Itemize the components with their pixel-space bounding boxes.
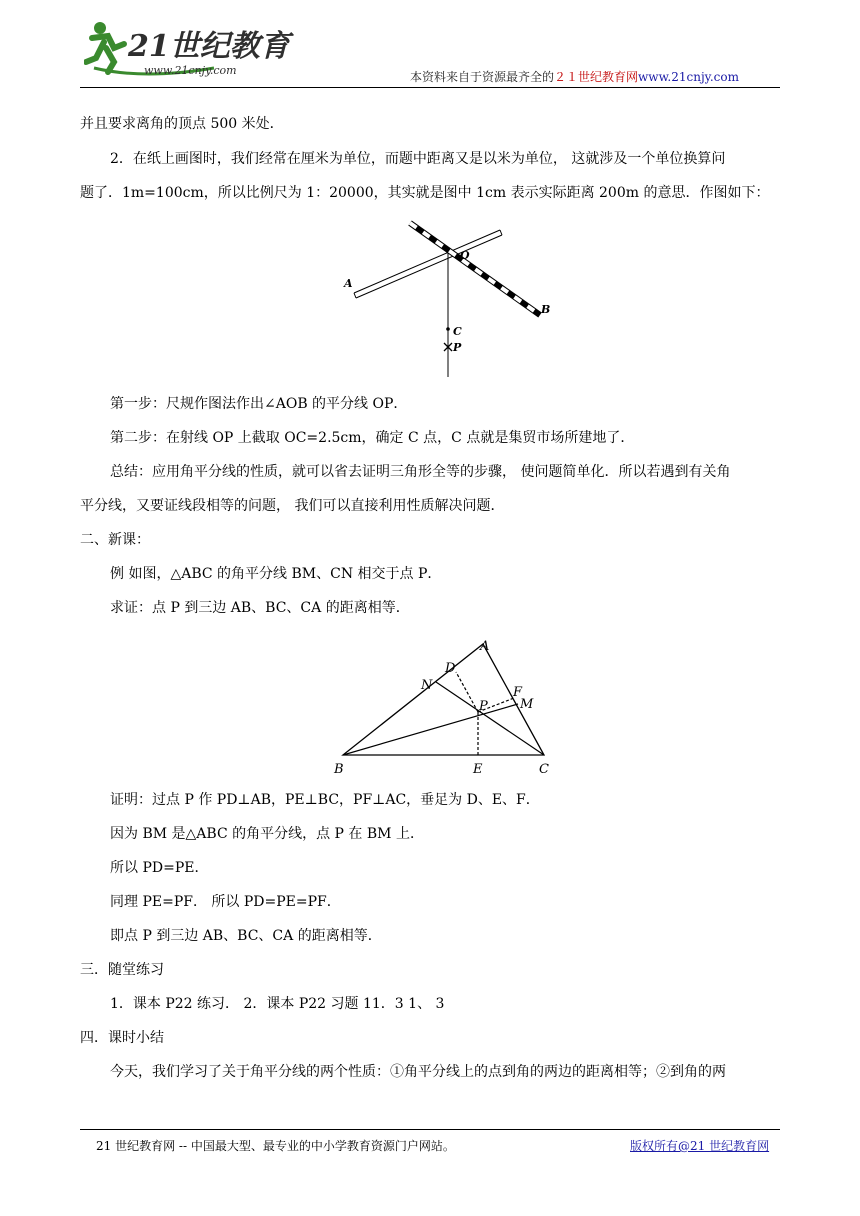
footer-text: 21 世纪教育网 -- 中国最大型、最专业的中小学教育资源门户网站。: [96, 1139, 455, 1153]
footer-rule: [80, 1129, 780, 1130]
text-line: 第二步：在射线 OP 上截取 OC=2.5cm，确定 C 点，C 点就是集贸市场所建地了．: [110, 430, 635, 446]
label-b: B: [334, 762, 344, 777]
page-header: [0, 0, 860, 92]
text-line: 题了．1m=100cm，所以比例尺为 1：20000，其实就是图中 1cm 表示实际距离 200m 的意思．作图如下：: [80, 185, 770, 201]
text-line: 同理 PE=PF． 所以 PD=PE=PF．: [110, 894, 341, 910]
copyright-link[interactable]: 版权所有@21 世纪教育网: [630, 1139, 770, 1153]
label-f: F: [513, 685, 523, 700]
text-line: 求证：点 P 到三边 AB、BC、CA 的距离相等．: [110, 600, 410, 616]
site-logo: [84, 18, 294, 80]
label-a: A: [480, 639, 490, 654]
point-c: [446, 327, 450, 331]
text-line: 2．在纸上画图时，我们经常在厘米为单位，而题中距离又是以米为单位， 这就涉及一个单位换算问: [110, 151, 726, 167]
header-url[interactable]: www.21cnjy.com: [638, 70, 739, 84]
angle-bisector-figure: [330, 215, 560, 385]
label-b: B: [541, 303, 551, 316]
perp-pd: [456, 672, 478, 712]
label-n: N: [421, 678, 433, 693]
label-o: O: [460, 249, 470, 262]
label-p: P: [453, 341, 462, 354]
label-a: A: [344, 277, 353, 290]
triangle-figure: [330, 632, 570, 782]
section-heading: 二、新课：: [80, 532, 150, 548]
label-c: C: [539, 762, 549, 777]
text-line: 第一步：尺规作图法作出∠AOB 的平分线 OP．: [110, 396, 408, 412]
text-line: 证明：过点 P 作 PD⊥AB，PE⊥BC，PF⊥AC，垂足为 D、E、F．: [110, 792, 540, 808]
bisector-bm: [343, 704, 518, 755]
header-rule: [80, 87, 780, 88]
text-line: 所以 PD=PE．: [110, 860, 209, 876]
bisector-cn: [436, 682, 544, 755]
ray-ob: [410, 223, 540, 315]
label-m: M: [520, 697, 534, 712]
text-line: 因为 BM 是△ABC 的角平分线，点 P 在 BM 上．: [110, 826, 424, 842]
text-line: 例 如图，△ABC 的角平分线 BM、CN 相交于点 P．: [110, 566, 442, 582]
header-brand: ２１世纪教育网: [554, 70, 639, 84]
text-line: 1．课本 P22 练习． 2．课本 P22 习题 11．3 1、 3: [110, 996, 445, 1012]
label-p: P: [479, 699, 488, 714]
text-line: 即点 P 到三边 AB、BC、CA 的距离相等．: [110, 928, 382, 944]
section-heading: 四．课时小结: [80, 1030, 164, 1046]
section-heading: 三．随堂练习: [80, 962, 164, 978]
text-line: 并且要求离角的顶点 500 米处．: [80, 116, 284, 132]
ray-oa: [354, 230, 502, 298]
logo-text: 21世纪教育: [128, 29, 290, 64]
text-line: 平分线，又要证线段相等的问题， 我们可以直接利用性质解决问题．: [80, 498, 505, 514]
text-line: 今天，我们学习了关于角平分线的两个性质：①角平分线上的点到角的两边的距离相等；②到角的两: [110, 1064, 726, 1080]
header-source: [410, 68, 739, 85]
logo-sub: www.21cnjy.com: [144, 64, 237, 77]
label-d: D: [445, 661, 456, 676]
header-source-pre: 本资料来自于资源最齐全的: [410, 70, 555, 84]
label-c: C: [453, 325, 462, 338]
text-line: 总结：应用角平分线的性质，就可以省去证明三角形全等的步骤， 使问题简单化．所以若遇到有关角: [110, 464, 731, 480]
label-e: E: [473, 762, 483, 777]
